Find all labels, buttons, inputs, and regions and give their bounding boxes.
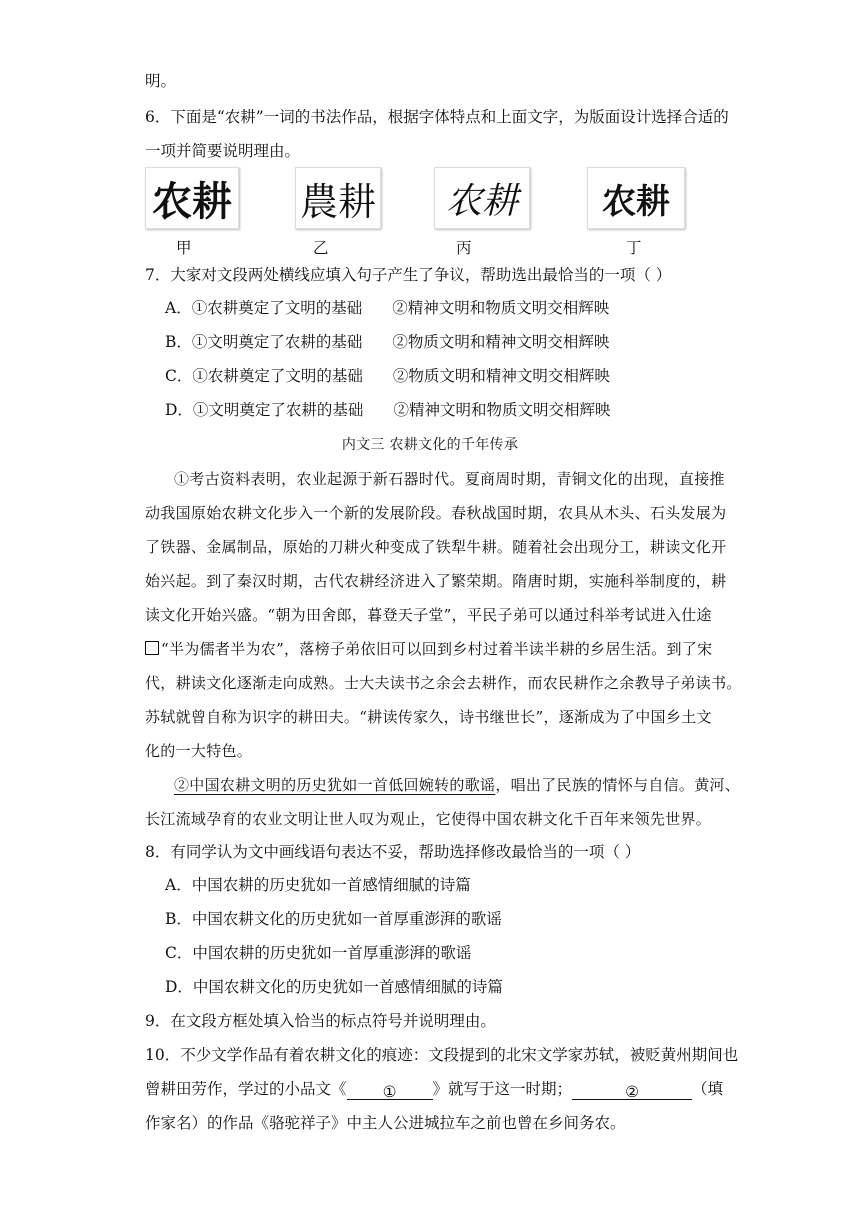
q7-option-b-part2: ②物质文明和精神文明交相辉映 [392, 333, 610, 351]
q7-option-b-part1: B．①文明奠定了农耕的基础 [165, 333, 363, 351]
blank-2[interactable]: ② [572, 1081, 692, 1100]
q9-stem: 9．在文段方框处填入恰当的标点符号并说明理由。 [145, 1012, 496, 1030]
passage3-p1-line5: 读文化开始兴盛。“朝为田舍郎，暮登天子堂”，平民子弟可以通过科举考试进入仕途 [145, 606, 712, 624]
passage3-p1-line8: 苏轼就曾自称为识字的耕田夫。“耕读传家久，诗书继世长”，逐渐成为了中国乡土文 [145, 708, 712, 726]
q10-line2 [145, 1078, 723, 1100]
q7-option-c[interactable] [165, 365, 610, 387]
q7-option-c-part2: ②物质文明和精神文明交相辉映 [392, 367, 610, 385]
passage3-p1-line7: 代，耕读文化逐渐走向成熟。士大夫读书之余会去耕作，而农民耕作之余教导子弟读书。 [145, 674, 742, 692]
passage3-p2-rest: ，唱出了民族的情怀与自信。黄河、 [495, 776, 741, 794]
q7-option-d-part2: ②精神文明和物质文明交相辉映 [393, 401, 611, 419]
passage3-p1-line6 [145, 638, 712, 660]
q10-line2-part3: （填 [692, 1080, 724, 1098]
passage3-title: 内文三 农耕文化的千年传承 [341, 437, 519, 453]
q8-option-b[interactable]: B．中国农耕文化的历史犹如一首厚重澎湃的歌谣 [165, 910, 502, 928]
q8-option-d[interactable]: D．中国农耕文化的历史犹如一首感情细腻的诗篇 [165, 978, 503, 996]
q10-line3: 作家名）的作品《骆驼祥子》中主人公进城拉车之前也曾在乡间务农。 [145, 1114, 626, 1132]
q8-option-c[interactable]: C．中国农耕的历史犹如一首厚重澎湃的歌谣 [165, 944, 472, 962]
passage3-p1-line2: 动我国原始农耕文化步入一个新的发展阶段。春秋战国时期，农具从木头、石头发展为 [145, 504, 727, 522]
punctuation-box [145, 641, 159, 655]
passage3-p1-line6-text: “半为儒者半为农”，落榜子弟依旧可以回到乡村过着半读半耕的乡居生活。到了宋 [161, 640, 713, 658]
q10-line2-part1: 曾耕田劳作，学过的小品文《 [145, 1080, 347, 1098]
top-fragment: 明。 [145, 72, 177, 90]
calligraphy-option-jia: 农耕 [145, 167, 239, 229]
q7-option-a-part1: A．①农耕奠定了文明的基础 [165, 299, 363, 317]
blank-1[interactable]: ① [347, 1081, 433, 1100]
calligraphy-option-bing: 农耕 [434, 167, 530, 229]
q8-stem: 8．有同学认为文中画线语句表达不妥，帮助选择修改最恰当的一项（ ） [145, 843, 641, 861]
passage3-p1-line9: 化的一大特色。 [145, 742, 253, 760]
q7-option-d[interactable] [165, 399, 610, 421]
passage3-p1-line4: 始兴起。到了秦汉时期，古代农耕经济进入了繁荣期。隋唐时期，实施科举制度的，耕 [145, 572, 727, 590]
q7-option-b[interactable] [165, 331, 609, 353]
caption-jia: 甲 [176, 239, 192, 257]
passage3-p2-line1 [174, 774, 740, 796]
calligraphy-option-ding: 农耕 [587, 167, 685, 229]
q7-stem: 7．大家对文段两处横线应填入句子产生了争议，帮助选出最恰当的一项（ ） [145, 266, 672, 284]
underlined-sentence: ②中国农耕文明的历史犹如一首低回婉转的歌谣 [174, 776, 496, 794]
q7-option-a[interactable] [165, 297, 609, 319]
passage3-p1-line3: 了铁器、金属制品，原始的刀耕火种变成了铁犁牛耕。随着社会出现分工，耕读文化开 [145, 538, 727, 556]
caption-bing: 丙 [456, 239, 472, 257]
q7-option-a-part2: ②精神文明和物质文明交相辉映 [392, 299, 610, 317]
q6-stem-line2: 一项并简要说明理由。 [145, 142, 301, 160]
caption-yi: 乙 [313, 239, 329, 257]
q7-option-d-part1: D．①文明奠定了农耕的基础 [165, 401, 364, 419]
q10-line2-part2: 》就写于这一时期； [432, 1080, 573, 1098]
calligraphy-option-yi: 農耕 [295, 167, 381, 229]
q7-option-c-part1: C．①农耕奠定了文明的基础 [165, 367, 363, 385]
q10-line1: 10．不少文学作品有着农耕文化的痕迹：文段提到的北宋文学家苏轼，被贬黄州期间也 [145, 1046, 739, 1064]
q6-stem-line1: 6．下面是“农耕”一词的书法作品，根据字体特点和上面文字，为版面设计选择合适的 [145, 108, 729, 126]
passage3-p2-line2: 长江流域孕育的农业文明让世人叹为观止，它使得中国农耕文化千百年来领先世界。 [145, 810, 712, 828]
passage3-p1-line1: ①考古资料表明，农业起源于新石器时代。夏商周时期，青铜文化的出现，直接推 [174, 470, 725, 488]
caption-ding: 丁 [626, 239, 642, 257]
q8-option-a[interactable]: A．中国农耕的历史犹如一首感情细腻的诗篇 [165, 876, 471, 894]
